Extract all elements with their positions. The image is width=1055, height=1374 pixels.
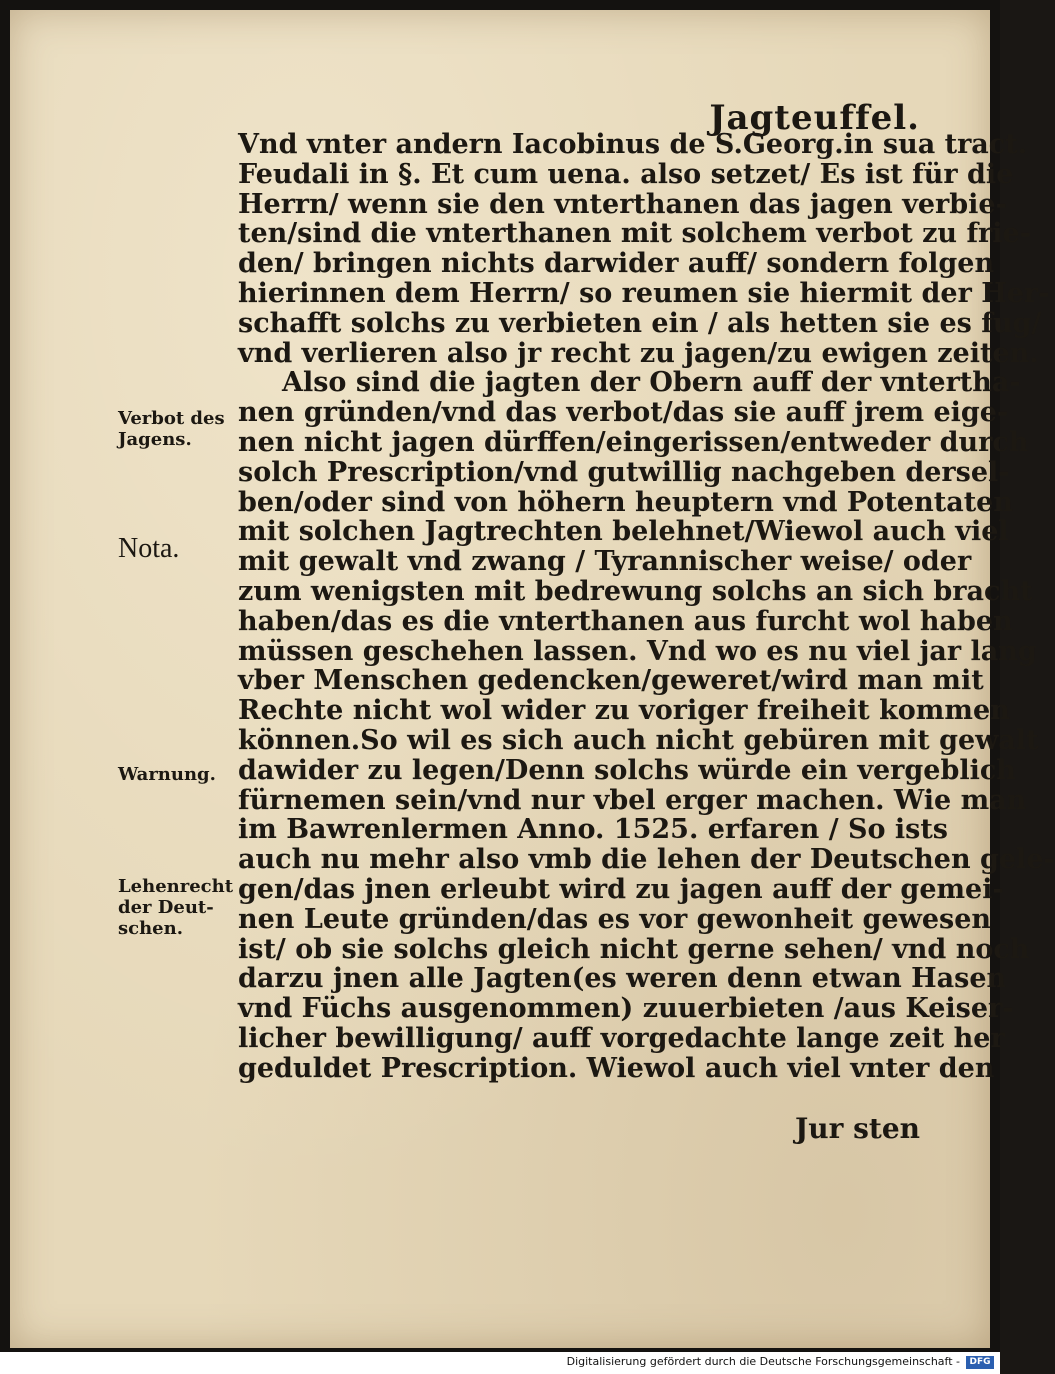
margin-note-warnung [118, 764, 216, 785]
text-line: auch nu mehr also vmb die lehen der Deutschen gele- [238, 844, 1055, 876]
text-line: vber Menschen gedencken/geweret/wird man mit [238, 665, 984, 697]
text-line: den/ bringen nichts darwider auff/ sondern folgen [238, 248, 995, 280]
text-line: ist/ ob sie solchs gleich nicht gerne sehen/ vnd noch [238, 933, 1030, 965]
text-line: ben/oder sind von höhern heuptern vnd Potentaten [238, 486, 1013, 518]
text-line: ten/sind die vnterthanen mit solchem verbot zu frie- [238, 218, 1031, 250]
text-line: haben/das es die vnterthanen aus furcht wol haben [238, 605, 1013, 637]
margin-note-line: Nota. [118, 533, 180, 564]
text-line: Herrn/ wenn sie den vnterthanen das jagen verbie- [238, 188, 1007, 220]
text-line: mit solchen Jagtrechten belehnet/Wiewol auch viel [238, 516, 1009, 548]
text-line: müssen geschehen lassen. Vnd wo es nu viel jar lang [238, 635, 1037, 667]
text-line: licher bewilligung/ auff vorgedachte lange zeit her [238, 1022, 1005, 1054]
margin-note-lehenrecht [118, 876, 233, 939]
text-line: geduldet Prescription. Wiewol auch viel vnter den [238, 1052, 995, 1084]
footer-credit: Digitalisierung gefördert durch die Deutsche Forschungsgemeinschaft - [566, 1355, 960, 1368]
margin-note-line: Lehenrecht [118, 876, 234, 897]
text-line: vnd Füchs ausgenommen) zuuerbieten /aus Keiser- [238, 993, 1014, 1025]
text-line: schafft solchs zu verbieten ein / als hetten sie es fug/ [238, 307, 1042, 339]
text-line: mit gewalt vnd zwang / Tyrannischer weise/ oder [238, 546, 972, 578]
text-line: Feudali in §. Et cum uena. also setzet/ Es ist für die [238, 158, 1014, 190]
text-line: nen nicht jagen dürffen/eingerissen/entweder durch [238, 426, 1029, 458]
margin-note-line: der Deut- [118, 897, 214, 918]
margin-note-verbot [118, 408, 225, 450]
text-line: Rechte nicht wol wider zu voriger freiheit kommen [238, 695, 1010, 727]
margin-note-line: Warnung. [118, 764, 216, 785]
margin-note-line: Verbot des [118, 408, 225, 429]
text-line: zum wenigsten mit bedrewung solchs an sich bracht [238, 575, 1033, 607]
body-text [238, 129, 1055, 1084]
text-line: solch Prescription/vnd gutwillig nachgeben dersel- [238, 456, 1010, 488]
catchword: Jur sten [795, 1112, 920, 1145]
text-line: nen gründen/vnd das verbot/das sie auff jrem eige- [238, 397, 1009, 429]
margin-note-line: Jagens. [118, 429, 192, 450]
text-line: fürnemen sein/vnd nur vbel erger machen. Wie man [238, 784, 1027, 816]
text-line: vnd verlieren also jr recht zu jagen/zu ewigen zeiten. [238, 337, 1039, 369]
text-line: darzu jnen alle Jagten(es weren denn etwan Hasen [238, 963, 1007, 995]
text-line: im Bawrenlermen Anno. 1525. erfaren / So ists [238, 814, 948, 846]
text-line: nen Leute gründen/das es vor gewonheit gewesen [238, 903, 992, 935]
text-line: Also sind die jagten der Obern auff der vntertha- [282, 367, 1021, 399]
running-title: Jagteuffel. [709, 98, 920, 138]
margin-note-nota [118, 533, 180, 564]
dfg-logo[interactable]: DFG [966, 1356, 994, 1369]
text-line: gen/das jnen erleubt wird zu jagen auff der gemei- [238, 873, 1004, 905]
text-line: hierinnen dem Herrn/ so reumen sie hiermit der Her- [238, 277, 1050, 309]
margin-note-line: schen. [118, 918, 183, 939]
text-line: dawider zu legen/Denn solchs würde ein vergeblich [238, 754, 1016, 786]
text-line: können.So wil es sich auch nicht gebüren mit gewalt [238, 724, 1039, 756]
text-line: Vnd vnter andern Iacobinus de S.Georg.in sua tract. [238, 129, 1028, 160]
footer-bar [0, 1352, 1000, 1374]
